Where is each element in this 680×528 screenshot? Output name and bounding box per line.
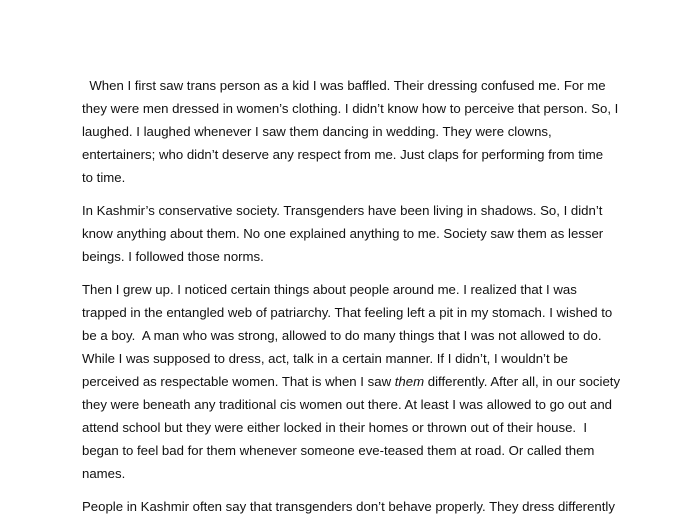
text-line [82, 393, 613, 416]
text-segment: attend school but they were either locked in their homes or thrown out of their house. I [82, 420, 588, 435]
text-segment: trapped in the entangled web of patriarchy. That feeling left a pit in my stomach. I wished to [82, 305, 613, 320]
text-segment: When I first saw trans person as a kid I was baffled. Their dressing confused me. For me [82, 78, 606, 93]
text-segment: People in Kashmir often say that transgenders don’t behave properly. They dress differently [82, 499, 615, 514]
text-line [82, 245, 602, 268]
text-segment: differently. After all, in our society [424, 374, 621, 389]
text-line [82, 495, 615, 518]
text-line [82, 370, 621, 393]
text-segment: be a boy. A man who was strong, allowed to do many things that I was not allowed to do. [82, 328, 602, 343]
text-line [82, 416, 602, 439]
paragraph [82, 199, 602, 268]
text-segment: to time. [82, 170, 126, 185]
text-segment: beings. I followed those norms. [82, 249, 264, 264]
text-segment: While I was supposed to dress, act, talk in a certain manner. If I didn’t, I wouldn’t be [82, 351, 568, 366]
text-segment: know anything about them. No one explained anything to me. Society saw them as lesser [82, 226, 604, 241]
text-line [82, 199, 602, 222]
text-line [82, 278, 602, 301]
text-segment: they were men dressed in women’s clothing. I didn’t know how to perceive that person. So, I [82, 101, 619, 116]
text-line [82, 324, 602, 347]
text-line [82, 97, 619, 120]
text-segment: entertainers; who didn’t deserve any respect from me. Just claps for performing from time [82, 147, 604, 162]
document-body [82, 74, 621, 528]
text-segment: Then I grew up. I noticed certain things about people around me. I realized that I was [82, 282, 577, 297]
text-line [82, 143, 602, 166]
paragraph [82, 495, 615, 518]
text-line [82, 120, 602, 143]
text-line [82, 222, 602, 245]
text-segment: began to feel bad for them whenever someone eve-teased them at road. Or called them [82, 443, 595, 458]
text-segment: names. [82, 466, 126, 481]
italic-text: them [394, 374, 425, 389]
text-line [82, 166, 602, 189]
text-line [82, 74, 606, 97]
text-segment: they were beneath any traditional cis women out there. At least I was allowed to go out and [82, 397, 613, 412]
text-segment: In Kashmir’s conservative society. Transgenders have been living in shadows. So, I didn’t [82, 203, 603, 218]
text-segment: laughed. I laughed whenever I saw them dancing in wedding. They were clowns, [82, 124, 552, 139]
paragraph [82, 74, 619, 189]
text-segment: perceived as respectable women. That is when I saw [82, 374, 395, 389]
paragraph [82, 278, 621, 485]
text-line [82, 301, 613, 324]
text-line [82, 462, 602, 485]
text-line [82, 347, 602, 370]
